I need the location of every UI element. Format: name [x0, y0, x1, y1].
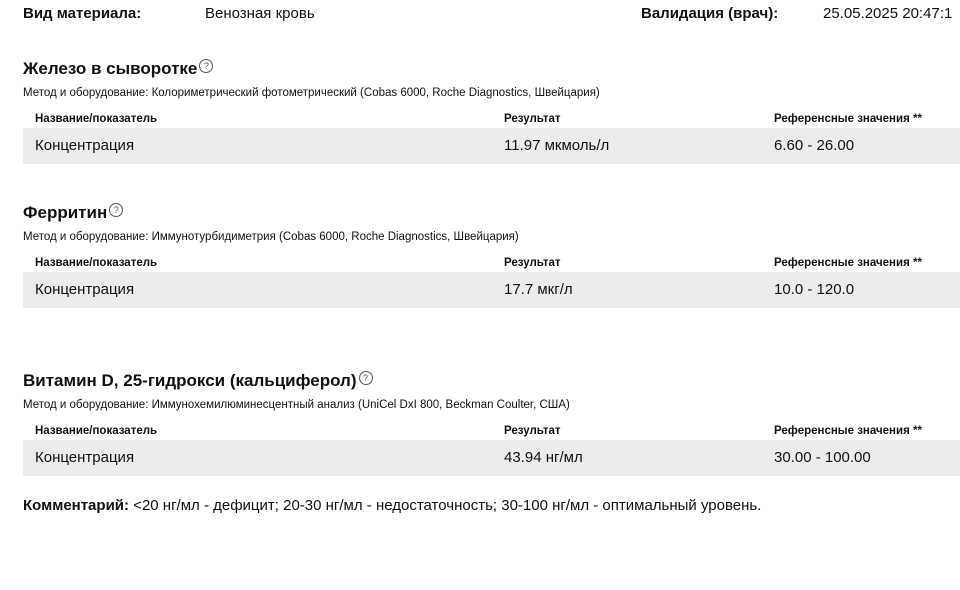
method-text: Метод и оборудование: Иммунотурбидиметрия (Cobas 6000, Roche Diagnostics, Швейцария) [23, 231, 519, 243]
header-result: Результат [504, 257, 561, 269]
table-header [23, 110, 960, 128]
section-title-text: Ферритин [23, 203, 108, 222]
section-title-text: Железо в сыворотке [23, 59, 198, 78]
help-icon[interactable]: ? [199, 59, 213, 73]
row-name: Концентрация [35, 281, 135, 298]
validation-value: 25.05.2025 20:47:1 [823, 5, 953, 22]
row-result: 11.97 мкмоль/л [504, 137, 610, 154]
method-text: Метод и оборудование: Иммунохемилюминесцентный анализ (UniCel DxI 800, Beckman Coulter, США) [23, 399, 570, 411]
header-name: Название/показатель [35, 113, 158, 125]
report-header [23, 5, 960, 25]
material-value: Венозная кровь [205, 5, 315, 22]
row-result: 43.94 нг/мл [504, 449, 583, 466]
row-name: Концентрация [35, 449, 135, 466]
header-result: Результат [504, 113, 561, 125]
comment-text: <20 нг/мл - дефицит; 20-30 нг/мл - недостаточность; 30-100 нг/мл - оптимальный уровень. [129, 497, 762, 514]
section-title [23, 369, 960, 393]
table-row [23, 128, 960, 164]
help-icon[interactable]: ? [359, 371, 373, 385]
material-label: Вид материала: [23, 5, 142, 22]
help-icon[interactable]: ? [109, 203, 123, 217]
row-reference: 30.00 - 100.00 [774, 449, 871, 466]
row-result: 17.7 мкг/л [504, 281, 573, 298]
header-reference: Референсные значения ** [774, 257, 922, 269]
header-reference: Референсные значения ** [774, 113, 922, 125]
header-reference: Референсные значения ** [774, 425, 922, 437]
method-text: Метод и оборудование: Колориметрический фотометрический (Cobas 6000, Roche Diagnostics, Швейцария) [23, 87, 600, 99]
section-title [23, 57, 960, 81]
table-row [23, 440, 960, 476]
row-reference: 6.60 - 26.00 [774, 137, 855, 154]
table-header [23, 254, 960, 272]
section-ferritin [23, 201, 960, 308]
header-name: Название/показатель [35, 425, 158, 437]
header-result: Результат [504, 425, 561, 437]
section-title-text: Витамин D, 25-гидрокси (кальциферол) [23, 371, 357, 390]
header-name: Название/показатель [35, 257, 158, 269]
section-vitamin-d [23, 369, 960, 476]
table-header [23, 422, 960, 440]
section-title [23, 201, 960, 225]
section-iron [23, 57, 960, 164]
row-name: Концентрация [35, 137, 135, 154]
comment [23, 497, 761, 514]
validation-label: Валидация (врач): [641, 5, 779, 22]
row-reference: 10.0 - 120.0 [774, 281, 855, 298]
table-row [23, 272, 960, 308]
comment-label: Комментарий: [23, 497, 130, 514]
